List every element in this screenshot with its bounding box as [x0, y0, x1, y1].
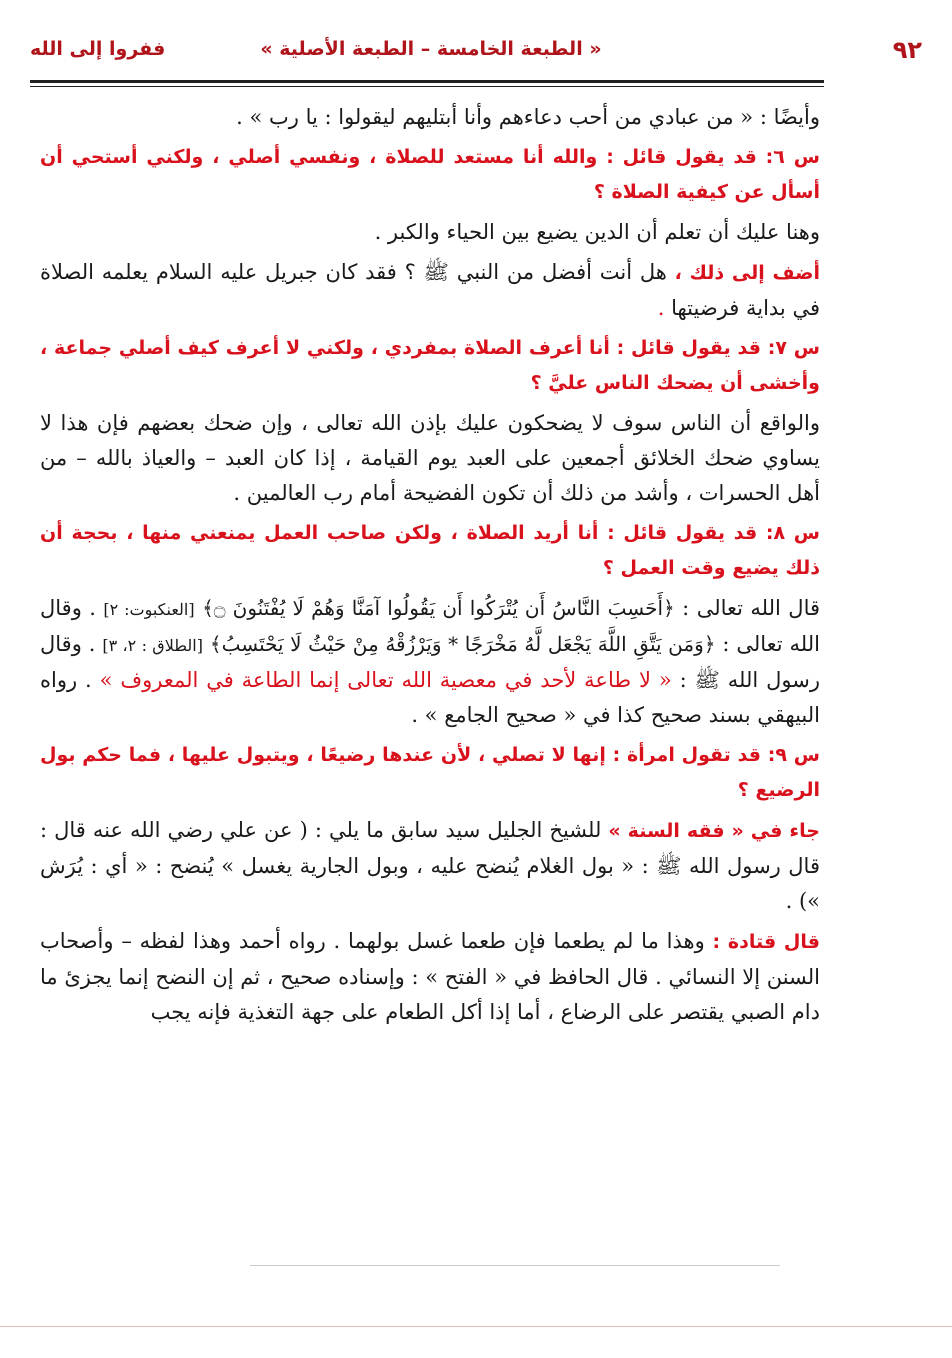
- question-7: س ٧: قد يقول قائل : أنا أعرف الصلاة بمفردي ، ولكني لا أعرف كيف أصلي جماعة ، وأخشى أن يضحك الناس عليَّ ؟: [40, 337, 820, 394]
- paragraph-text: . وقال الله تعالى :: [40, 596, 820, 656]
- lead-phrase: قال قتادة :: [712, 931, 820, 953]
- paragraph: وهنا عليك أن تعلم أن الدين يضيع بين الحياء والكبر .: [374, 220, 820, 244]
- paragraph-text: وهذا ما لم يطعما فإن طعما غسل بولهما . رواه أحمد وهذا لفظه – وأصحاب السنن إلا النسائي . قال الحافظ في « الفتح » : وإسناده صحيح ، ثم إن النضح إنما يجزئ ما دام الصبي يقتصر على الرضاع ، أما إذا أكل الطعام على جهة التغذية فإنه يجب: [40, 929, 820, 1024]
- page-number: ٩٢: [892, 36, 922, 64]
- verse-reference: [الطلاق : ٢، ٣]: [102, 636, 203, 655]
- paragraph-text: هل أنت أفضل من النبي ﷺ ؟ فقد كان جبريل عليه السلام يعلمه الصلاة في بداية فرضيتها: [40, 260, 820, 320]
- paragraph: [40, 591, 820, 733]
- lead-phrase: أضف إلى ذلك ،: [674, 262, 820, 284]
- footnote-rule: [250, 1265, 780, 1266]
- header-rule-thin: [30, 86, 824, 87]
- hadith-text: « لا طاعة لأحد في معصية الله تعالى إنما الطاعة في المعروف »: [99, 668, 672, 692]
- paragraph: [40, 924, 820, 1030]
- paragraph-end-dot: .: [657, 296, 665, 320]
- page-bottom-line: [0, 1326, 952, 1327]
- paragraph-text: قال الله تعالى :: [674, 596, 821, 620]
- paragraph: وأيضًا : « من عبادي من أحب دعاءهم وأنا أبتليهم ليقولوا : يا رب » .: [236, 105, 820, 129]
- header-rule: [30, 80, 824, 83]
- paragraph-text: . رواه البيهقي بسند صحيح كذا في « صحيح الجامع » .: [40, 668, 820, 727]
- paragraph: والواقع أن الناس سوف لا يضحكون عليك بإذن الله تعالى ، وإن ضحك بعضهم فإن هذا لا يساوي ضحك الخلائق أجمعين على العبد يوم القيامة ، إذا كان العبد – والعياذ بالله – من أهل الحسرات ، وأشد من ذلك أن تكون الفضيحة أمام رب العالمين .: [40, 411, 820, 505]
- page-body: [40, 100, 820, 1035]
- running-title: ففروا إلى الله: [30, 38, 166, 60]
- page-header: [30, 32, 922, 72]
- lead-phrase: جاء في « فقه السنة »: [608, 820, 820, 842]
- quran-verse: ﴿أَحَسِبَ النَّاسُ أَن يُتْرَكُوا أَن يَقُولُوا آمَنَّا وَهُمْ لَا يُفْتَنُونَ ۝﴾: [202, 596, 675, 620]
- question-6: س ٦: قد يقول قائل : والله أنا مستعد للصلاة ، ونفسي أصلي ، ولكني أستحي أن أسأل عن كيفية الصلاة ؟: [40, 146, 820, 203]
- question-8: س ٨: قد يقول قائل : أنا أريد الصلاة ، ولكن صاحب العمل يمنعني منها ، بحجة أن ذلك يضيع وقت العمل ؟: [40, 522, 820, 579]
- paragraph: [40, 813, 820, 919]
- paragraph-text: للشيخ الجليل سيد سابق ما يلي : ( عن علي رضي الله عنه قال : قال رسول الله ﷺ : « بول الغلام يُنضح عليه ، وبول الجارية يغسل » يُنضح : « أي : يُرَش ») .: [40, 818, 820, 913]
- edition-label: « الطبعة الخامسة – الطبعة الأصلية »: [260, 38, 602, 60]
- verse-reference: [العنكبوت: ٢]: [103, 600, 195, 619]
- quran-verse: ﴿وَمَن يَتَّقِ اللَّهَ يَجْعَل لَّهُ مَخْرَجًا * وَيَرْزُقْهُ مِنْ حَيْثُ لَا يَحْتَسِبُ﴾: [209, 632, 716, 656]
- question-9: س ٩: قد تقول امرأة : إنها لا تصلي ، لأن عندها رضيعًا ، ويتبول عليها ، فما حكم بول الرضيع ؟: [40, 744, 820, 801]
- paragraph: [40, 255, 820, 326]
- paragraph-text: . وقال رسول الله ﷺ :: [40, 632, 820, 692]
